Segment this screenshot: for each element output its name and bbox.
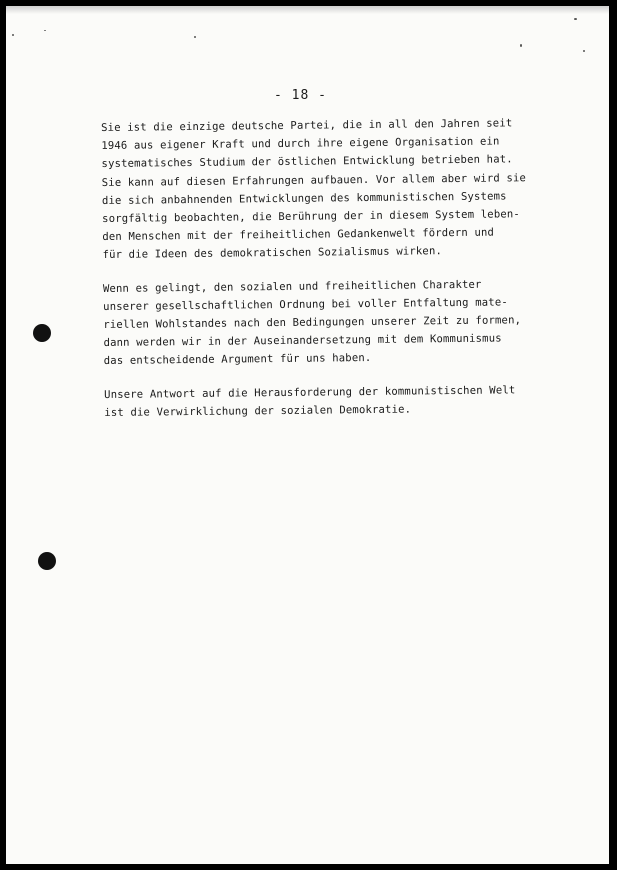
scan-speck — [520, 44, 522, 47]
text-line: 1946 aus eigener Kraft und durch ihre eigene Organisation ein — [101, 135, 500, 153]
text-line: dann werden wir in der Auseinandersetzung mit dem Kommunismus — [103, 332, 502, 350]
document-page — [6, 6, 609, 864]
scan-speck — [44, 30, 46, 31]
text-line: das entscheidende Argument für uns haben. — [103, 352, 372, 368]
text-line: riellen Wohlstandes nach den Bedingungen unserer Zeit zu formen, — [103, 314, 522, 332]
text-line: systematisches Studium der östlichen Entwicklung betrieben hat. — [101, 153, 513, 171]
text-line: unserer gesellschaftlichen Ordnung bei voller Entfaltung mate- — [103, 296, 508, 313]
punch-hole-lower — [38, 552, 56, 570]
text-line: den Menschen mit der freiheitlichen Gedankenwelt fördern und — [102, 226, 495, 244]
scan-speck — [574, 18, 577, 20]
scan-speck — [194, 36, 196, 38]
text-line: für die Ideen des demokratischen Sozialismus wirken. — [102, 245, 443, 262]
text-line: Unsere Antwort auf die Herausforderung der kommunistischen Welt — [104, 383, 516, 401]
punch-hole-upper — [33, 324, 51, 342]
text-line: Wenn es gelingt, den sozialen und freiheitlichen Charakter — [102, 278, 482, 295]
scan-edge-shadow — [6, 6, 609, 14]
page-number: - 18 - — [274, 88, 327, 103]
text-line: die sich anbahnenden Entwicklungen des kommunistischen Systems — [101, 190, 507, 207]
body-text — [101, 114, 585, 437]
text-line: Sie kann auf diesen Erfahrungen aufbauen. Vor allem aber wird sie — [101, 171, 527, 189]
paragraph-2 — [103, 274, 584, 370]
paragraph-3 — [104, 380, 584, 422]
text-line: Sie ist die einzige deutsche Partei, die in all den Jahren seit — [101, 117, 513, 134]
scan-speck — [12, 34, 14, 36]
text-line: ist die Verwirklichung der sozialen Demokratie. — [104, 403, 412, 419]
scan-speck — [583, 50, 585, 52]
paragraph-1 — [101, 114, 583, 265]
text-line: sorgfältig beobachten, die Berührung der in diesem System leben- — [102, 208, 520, 226]
